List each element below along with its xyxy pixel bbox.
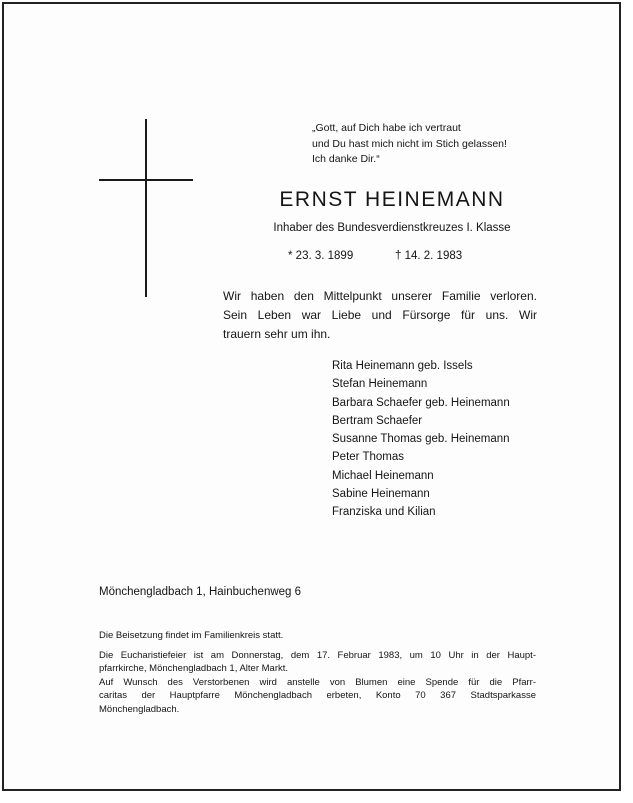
deceased-name: ERNST HEINEMANN bbox=[279, 188, 505, 211]
eucharist-notice-line: Die Eucharistiefeier ist am Donnerstag, dem 17. Februar 1983, um 10 Uhr in der Haupt- bbox=[99, 649, 536, 661]
message-line: trauern sehr um ihn. bbox=[223, 327, 331, 341]
donation-notice-line: Mönchengladbach. bbox=[99, 703, 180, 715]
birth-date: * 23. 3. 1899 bbox=[288, 250, 354, 262]
honor-title: Inhaber des Bundesverdienstkreuzes I. Klasse bbox=[273, 222, 511, 234]
family-message bbox=[223, 287, 537, 344]
quote-line: Ich danke Dir.“ bbox=[312, 153, 380, 165]
cross-icon-horizontal bbox=[99, 179, 193, 181]
family-list bbox=[332, 357, 510, 522]
family-member: Stefan Heinemann bbox=[332, 378, 428, 391]
cross-icon-vertical bbox=[145, 119, 147, 297]
family-address: Mönchengladbach 1, Hainbuchenweg 6 bbox=[99, 586, 302, 598]
family-member: Sabine Heinemann bbox=[332, 488, 430, 501]
funeral-notice: Die Beisetzung findet im Familienkreis statt. bbox=[99, 630, 284, 641]
family-member: Franziska und Kilian bbox=[332, 506, 436, 519]
family-member: Susanne Thomas geb. Heinemann bbox=[332, 433, 510, 446]
family-member: Bertram Schaefer bbox=[332, 414, 423, 427]
family-member: Barbara Schaefer geb. Heinemann bbox=[332, 396, 510, 409]
donation-notice-line: Auf Wunsch des Verstorbenen wird anstelle von Blumen eine Spende für die Pfarr- bbox=[99, 676, 536, 688]
message-line: Wir haben den Mittelpunkt unserer Familie verloren. bbox=[223, 289, 537, 303]
quote-line: „Gott, auf Dich habe ich vertraut bbox=[312, 122, 461, 134]
quote-line: und Du hast mich nicht im Stich gelassen! bbox=[312, 137, 507, 150]
family-member: Peter Thomas bbox=[332, 451, 405, 464]
funeral-notices bbox=[99, 629, 536, 717]
donation-notice-line: caritas der Hauptpfarre Mönchengladbach erbeten, Konto 70 367 Stadtsparkasse bbox=[99, 690, 536, 702]
bible-quote bbox=[312, 121, 507, 168]
message-line: Sein Leben war Liebe und Fürsorge für uns. Wir bbox=[223, 308, 537, 322]
family-member: Michael Heinemann bbox=[332, 469, 434, 482]
family-member: Rita Heinemann geb. Issels bbox=[332, 360, 473, 372]
eucharist-notice-line: pfarrkirche, Mönchengladbach 1, Alter Markt. bbox=[99, 663, 289, 675]
death-date: † 14. 2. 1983 bbox=[395, 250, 463, 262]
